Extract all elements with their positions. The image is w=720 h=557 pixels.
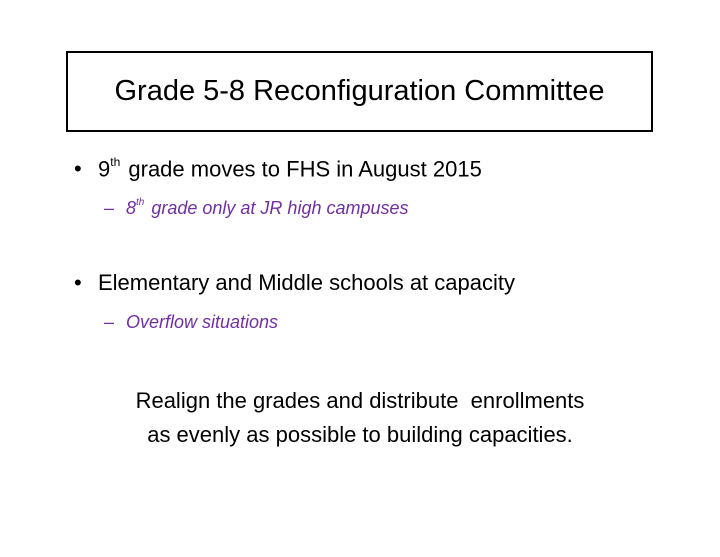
slide-title: Grade 5-8 Reconfiguration Committee: [114, 75, 605, 107]
bullet-1-superscript: th: [110, 155, 121, 169]
sub-1-prefix: 8: [126, 198, 137, 218]
sub-1-superscript: th: [136, 197, 145, 208]
sub-2-text: Overflow situations: [126, 312, 279, 332]
closing-line-1: Realign the grades and distribute enrollments: [135, 388, 585, 413]
bullet-marker: •: [74, 270, 82, 295]
sub-item-2: [104, 313, 278, 331]
sub-item-1: [104, 199, 409, 217]
bullet-2-text: Elementary and Middle schools at capacity: [98, 270, 515, 295]
bullet-marker: •: [74, 156, 82, 182]
sub-1-text: grade only at JR high campuses: [146, 198, 409, 218]
bullet-item-2: [74, 272, 515, 294]
bullet-item-1: [74, 155, 482, 182]
closing-statement: [40, 384, 680, 452]
sub-marker: –: [104, 198, 115, 218]
title-box: [66, 51, 653, 132]
bullet-1-prefix: 9: [98, 156, 111, 182]
closing-line-2: as evenly as possible to building capacities.: [147, 422, 573, 447]
sub-marker: –: [104, 312, 115, 332]
bullet-1-text: grade moves to FHS in August 2015: [122, 156, 482, 182]
